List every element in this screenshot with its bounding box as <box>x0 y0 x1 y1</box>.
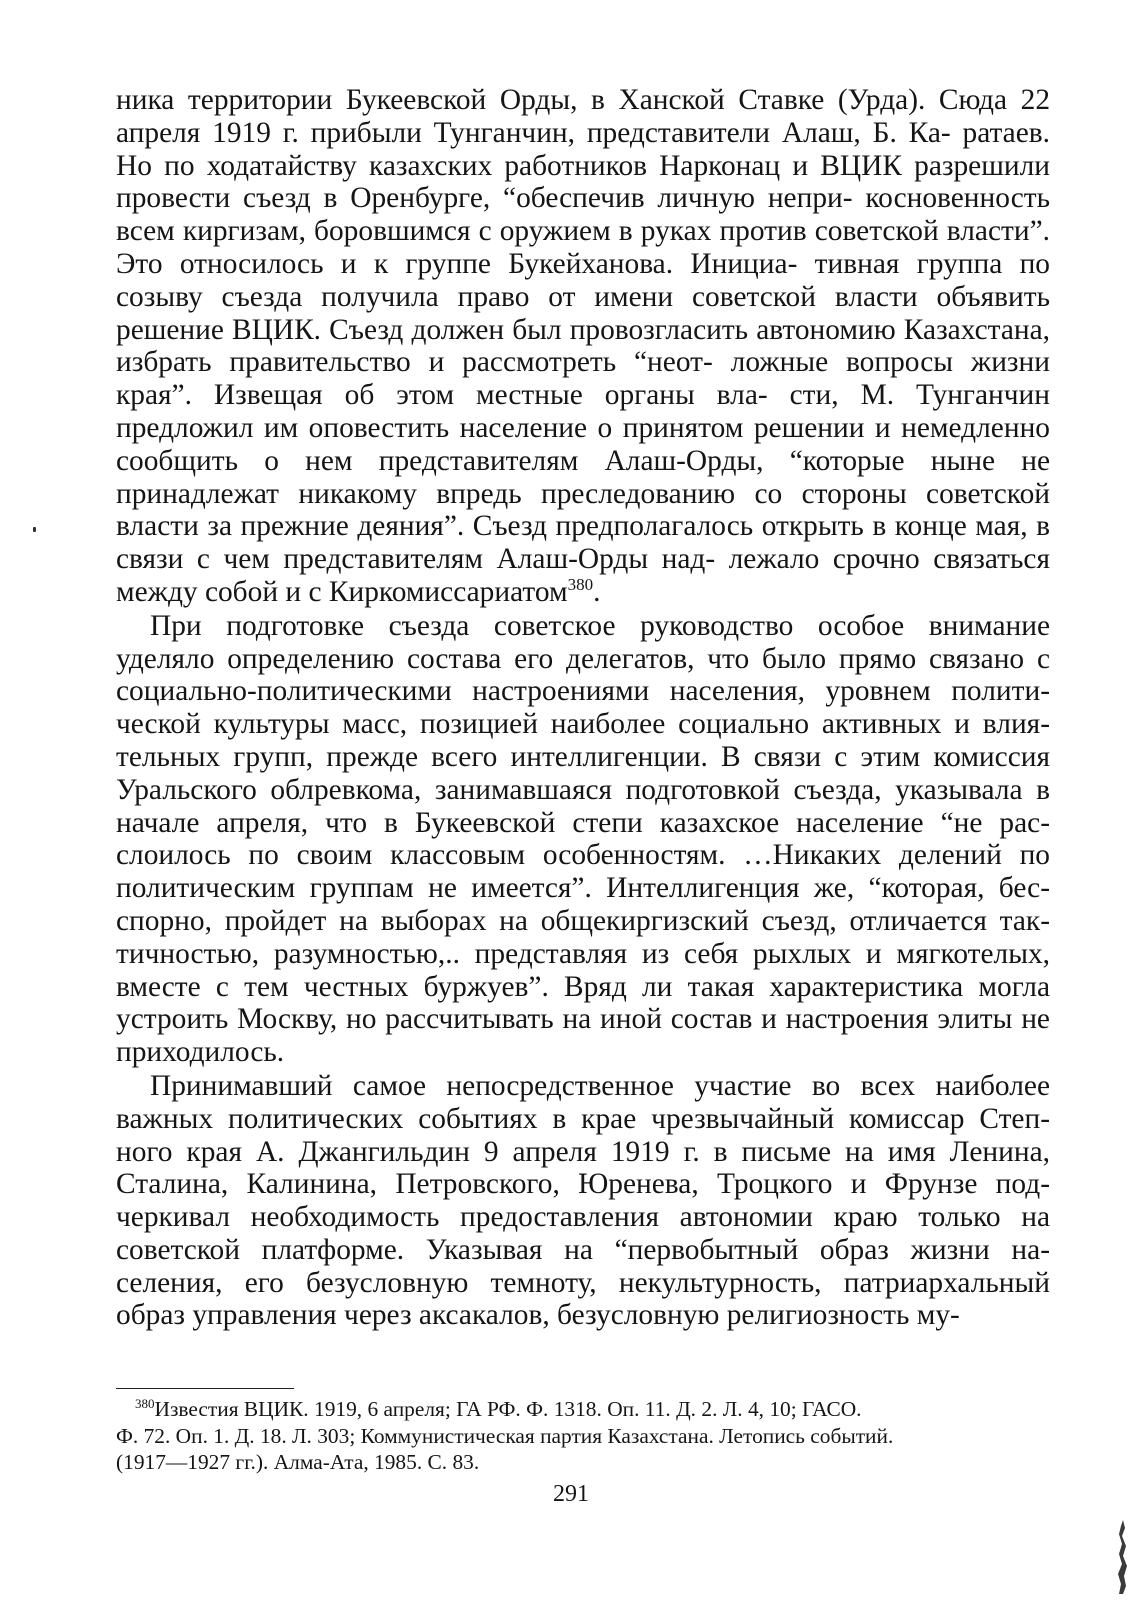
paragraph-1-line-10: ложные вопросы жизни края”. Извещая об этом местные органы вла- <box>116 346 1050 412</box>
paragraph-1-line-16: лежало срочно связаться между собой и с Киркомиссариатом <box>116 543 1050 608</box>
paragraph-3 <box>116 1070 1050 1332</box>
paragraph-2-line-5: тельных групп, прежде всего интеллигенции. В связи с этим комиссия <box>116 740 1050 773</box>
margin-mark <box>33 527 36 532</box>
page-number: 291 <box>553 1481 589 1507</box>
paragraph-1-line-7: тивная группа по созыву съезда получила право от имени советской <box>116 247 1051 313</box>
footnote-line-1 <box>116 1396 1050 1423</box>
footnote-line-1-text: Известия ВЦИК. 1919, 6 апреля; ГА РФ. Ф. 1318. Оп. 11. Д. 2. Л. 4, 10; ГАСО. <box>154 1397 862 1421</box>
paragraph-2-line-2: уделяло определению состава его делегатов, что было прямо связано с <box>116 642 1050 675</box>
paragraph-2-line-11: тичностью, разумностью,.. представляя из себя рыхлых и мягкотелых, <box>116 937 1050 970</box>
paragraph-3-line-8: образ управления через аксакалов, безусловную религиозность му- <box>116 1299 960 1332</box>
footnote <box>116 1396 1050 1476</box>
paragraph-2-line-14: не приходилось. <box>116 1003 1050 1069</box>
paragraph-1-line-11: сти, М. Тунганчин предложил им оповестить население о принятом <box>116 379 1050 444</box>
paragraph-2-line-7: в начале апреля, что в Букеевской степи казахское население “не рас- <box>116 773 1050 839</box>
main-text <box>116 84 1050 1332</box>
paragraph-1-line-13: “которые ныне не принадлежат никакому впредь преследованию со <box>116 444 1050 510</box>
footnote-line-2: Ф. 72. Оп. 1. Д. 18. Л. 303; Коммунистическая партия Казахстана. Летопись событий. <box>116 1423 894 1448</box>
paragraph-3-line-4: Сталина, Калинина, Петровского, Юренева, Троцкого и Фрунзе под- <box>116 1168 1050 1201</box>
paragraph-1-line-8: власти объявить решение ВЦИК. Съезд должен был провозгласить <box>116 280 1050 346</box>
paragraph-2-line-13: устроить Москву, но рассчитывать на иной состав и настроения элиты <box>116 1003 1013 1036</box>
page-edge-scan-artifact <box>1116 1520 1128 1594</box>
paragraph-3-line-3: ного края А. Джангильдин 9 апреля 1919 г. в письме на имя Ленина, <box>116 1135 1050 1168</box>
paragraph-1-line-12: решении и немедленно сообщить о нем представителям Алаш-Орды, <box>116 411 1051 477</box>
paragraph-1-line-3: ратаев. Но по ходатайству казахских работников Нарконац и ВЦИК <box>116 116 1050 182</box>
footnote-line-3: (1917—1927 гг.). Алма-Ата, 1985. С. 83. <box>116 1450 480 1474</box>
paragraph-1-line-5: косновенность всем киргизам, боровшимся с оружием в руках против <box>116 182 1050 248</box>
paragraph-1-line-4: разрешили провести съезд в Оренбурге, “обеспечив личную непри- <box>116 149 1050 215</box>
paragraph-1-end: . <box>593 575 601 608</box>
paragraph-3-line-2: важных политических событиях в крае чрезвычайный комиссар Степ- <box>116 1102 1050 1135</box>
paragraph-1 <box>116 84 1050 609</box>
paragraph-2-line-1: При подготовке съезда советское руководство особое внимание <box>150 609 1050 642</box>
paragraph-1-line-9: автономию Казахстана, избрать правительство и рассмотреть “неот- <box>116 313 1050 379</box>
paragraph-3-line-1: Принимавший самое непосредственное участие во всех наиболее <box>150 1069 1050 1102</box>
paragraph-3-line-5: черкивал необходимость предоставления автономии краю только на <box>116 1201 1050 1234</box>
paragraph-2-line-10: спорно, пройдет на выборах на общекиргизский съезд, отличается так- <box>116 904 1050 937</box>
paragraph-3-line-7: селения, его безусловную темноту, некультурность, патриархальный <box>116 1266 1050 1299</box>
paragraph-2 <box>116 610 1050 1069</box>
paragraph-2-line-8: слоилось по своим классовым особенностям. …Никаких делений по <box>116 839 1050 872</box>
footnote-divider <box>116 1388 294 1389</box>
paragraph-1-line-14: стороны советской власти за прежние деяния”. Съезд предполагалось <box>116 477 1050 543</box>
paragraph-2-line-3: социально-политическими настроениями населения, уровнем полити- <box>116 675 1050 708</box>
paragraph-2-line-12: вместе с тем честных буржуев”. Вряд ли такая характеристика могла <box>116 970 1050 1003</box>
paragraph-1-line-6: советской власти”. Это относилось и к группе Букейханова. Инициа- <box>116 215 1050 280</box>
paragraph-2-line-9: политическим группам не имеется”. Интеллигенция же, “которая, бес- <box>116 872 1050 905</box>
paragraph-2-line-6: Уральского облревкома, занимавшаяся подготовкой съезда, указывала <box>116 773 1023 806</box>
paragraph-1-line-15: открыть в конце мая, в связи с чем представителям Алаш-Орды над- <box>116 510 1050 576</box>
paragraph-1-line-2: 22 апреля 1919 г. прибыли Тунганчин, представители Алаш, Б. Ка- <box>116 84 1051 149</box>
paragraph-3-line-6: советской платформе. Указывая на “первобытный образ жизни на- <box>116 1233 1050 1266</box>
paragraph-1-line-1: ника территории Букеевской Орды, в Ханской Ставке (Урда). Сюда <box>116 84 1008 116</box>
footnote-reference[interactable]: 380 <box>567 574 594 594</box>
footnote-number: 380 <box>135 1396 155 1411</box>
paragraph-2-line-4: ческой культуры масс, позицией наиболее социально активных и влия- <box>116 708 1050 741</box>
